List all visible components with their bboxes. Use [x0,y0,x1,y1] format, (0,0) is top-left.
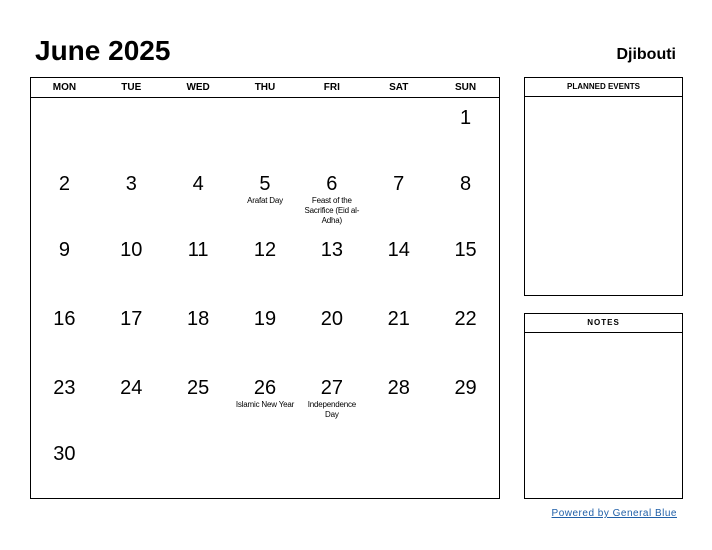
day-cell [232,98,299,164]
day-number: 19 [253,308,277,330]
day-number: 3 [125,173,137,195]
day-cell [98,368,165,434]
holiday-label: Arafat Day [247,196,283,205]
day-cell [232,434,299,484]
weekday-header-row [31,78,499,98]
day-cell [165,98,232,164]
day-cell [365,368,432,434]
day-number: 21 [387,308,410,330]
day-number: 4 [192,173,204,195]
day-cell [298,230,365,299]
day-number: 5 [259,173,271,195]
day-cell [298,368,365,434]
planned-events-panel [524,77,683,296]
day-number: 2 [58,173,70,195]
day-cell [298,434,365,484]
day-cell [165,164,232,230]
notes-panel [524,313,683,499]
day-cell [365,299,432,368]
day-number: 11 [187,239,209,261]
day-number: 26 [253,377,277,399]
day-cell [365,98,432,164]
planned-events-heading: PLANNED EVENTS [525,78,682,97]
day-cell [98,299,165,368]
calendar-grid [30,77,500,499]
day-cell [432,230,499,299]
day-number: 13 [320,239,343,261]
day-number: 23 [53,377,76,399]
day-number: 8 [460,173,472,195]
holiday-label: Islamic New Year [235,400,295,409]
day-number: 7 [393,173,405,195]
weekday-header: TUE [121,82,142,93]
day-cell [232,299,299,368]
day-cell [432,164,499,230]
day-cell [31,164,98,230]
weekday-header: FRI [323,82,340,93]
day-number: 12 [253,239,277,261]
day-number: 28 [387,377,410,399]
day-cell [432,299,499,368]
page-title: June 2025 [35,35,171,66]
day-number: 14 [387,239,410,261]
holiday-label: Feast of the Sacrifice (Eid al-Adha) [304,196,360,225]
day-number: 24 [120,377,143,399]
country-label: Djibouti [616,46,676,63]
day-cell [232,230,299,299]
day-number: 16 [53,308,76,330]
day-cell [165,368,232,434]
day-cell [165,230,232,299]
weekday-header: SUN [455,82,477,93]
day-cell [31,98,98,164]
holiday-label: Independence Day [307,400,357,419]
day-number: 30 [53,443,76,465]
day-number: 15 [454,239,477,261]
day-number: 9 [58,239,70,261]
day-cell [298,98,365,164]
day-cell [432,98,499,164]
calendar-days [31,98,499,484]
day-cell [98,230,165,299]
day-number: 27 [320,377,343,399]
powered-by-link[interactable]: Powered by General Blue [551,508,677,519]
day-cell [165,434,232,484]
notes-heading: NOTES [525,314,682,333]
day-cell [298,299,365,368]
day-cell [232,164,299,230]
day-cell [165,299,232,368]
day-number: 25 [187,377,210,399]
day-cell [98,98,165,164]
day-cell [365,164,432,230]
day-cell [31,368,98,434]
day-cell [98,434,165,484]
day-cell [365,434,432,484]
day-number: 6 [326,173,338,195]
day-cell [31,299,98,368]
day-number: 17 [120,308,143,330]
day-cell [31,434,98,484]
day-cell [298,164,365,230]
day-cell [31,230,98,299]
day-number: 10 [120,239,143,261]
weekday-header: WED [186,82,210,93]
day-number: 18 [187,308,210,330]
day-number: 20 [320,308,343,330]
weekday-header: SAT [389,82,409,93]
day-number: 29 [454,377,477,399]
day-cell [365,230,432,299]
day-cell [432,434,499,484]
day-cell [98,164,165,230]
day-number: 22 [454,308,477,330]
day-cell [232,368,299,434]
day-cell [432,368,499,434]
weekday-header: THU [254,82,276,93]
day-number: 1 [460,107,472,129]
weekday-header: MON [52,82,77,93]
